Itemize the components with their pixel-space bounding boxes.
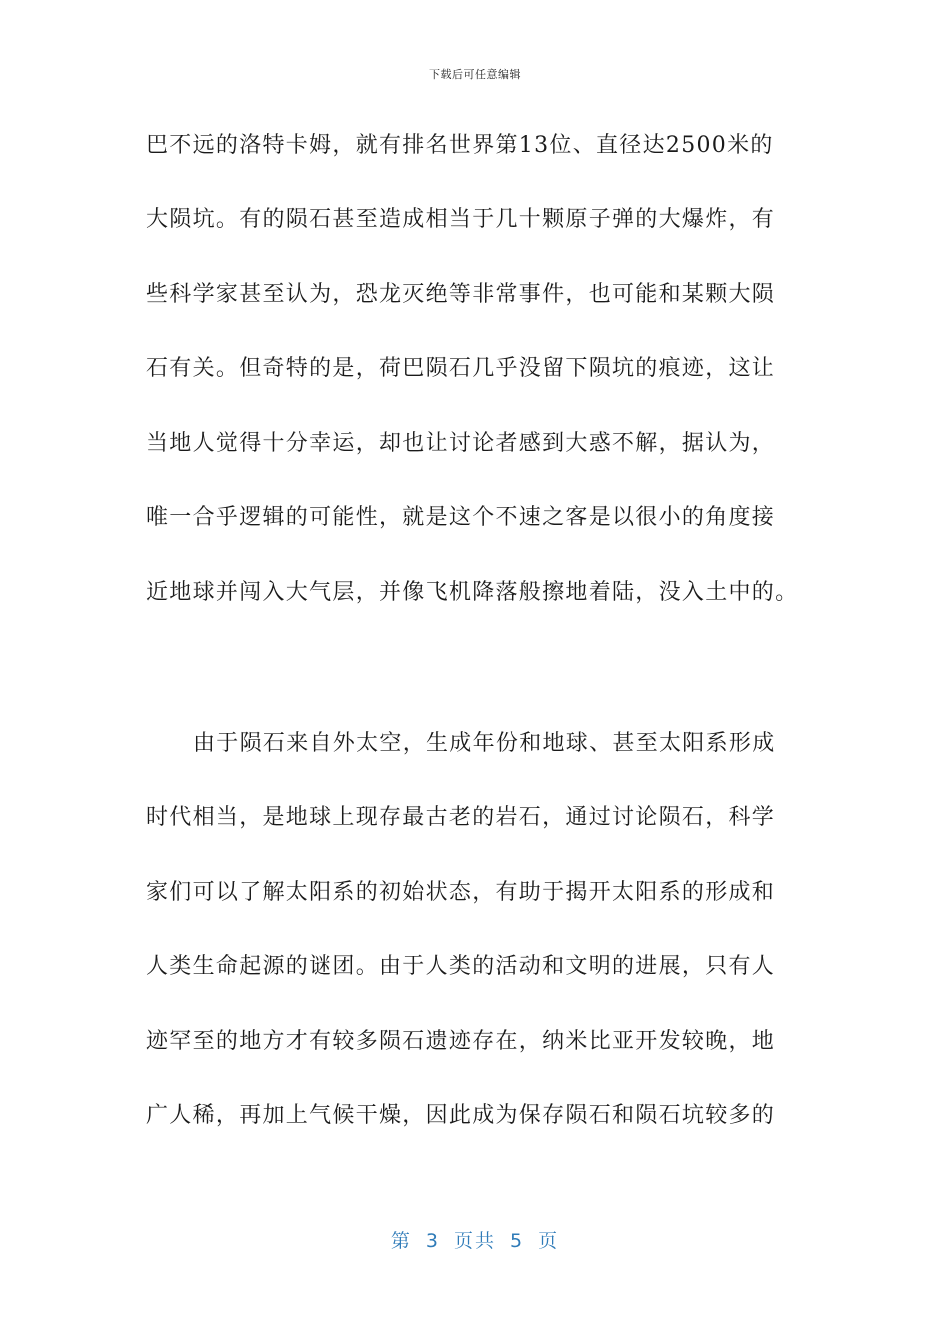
text-line: 大陨坑。有的陨石甚至造成相当于几十颗原子弹的大爆炸，有 — [146, 207, 776, 232]
text-line: 近地球并闯入大气层，并像飞机降落般擦地着陆，没入土中的。 — [146, 580, 799, 605]
text-line: 人类生命起源的谜团。由于人类的活动和文明的进展，只有人 — [146, 954, 776, 979]
text-line: 些科学家甚至认为，恐龙灭绝等非常事件，也可能和某颗大陨 — [146, 282, 776, 307]
text-line: 巴不远的洛特卡姆，就有排名世界第13位、直径达2500米的 — [146, 133, 774, 158]
text-line: 当地人觉得十分幸运，却也让讨论者感到大惑不解，据认为， — [146, 431, 776, 456]
page-header: 下载后可任意编辑 — [429, 68, 521, 81]
text-line: 广人稀，再加上气候干燥，因此成为保存陨石和陨石坑较多的 — [146, 1103, 776, 1128]
text-line: 迹罕至的地方才有较多陨石遗迹存在，纳米比亚开发较晚，地 — [146, 1029, 776, 1054]
text-line: 唯一合乎逻辑的可能性，就是这个不速之客是以很小的角度接 — [146, 505, 776, 530]
text-line: 由于陨石来自外太空，生成年份和地球、甚至太阳系形成 — [193, 731, 776, 756]
text-line: 时代相当，是地球上现存最古老的岩石，通过讨论陨石，科学 — [146, 805, 776, 830]
page-number-footer: 第 3 页共 5 页 — [390, 1230, 560, 1252]
text-line: 石有关。但奇特的是，荷巴陨石几乎没留下陨坑的痕迹，这让 — [146, 356, 776, 381]
text-line: 家们可以了解太阳系的初始状态，有助于揭开太阳系的形成和 — [146, 880, 776, 905]
